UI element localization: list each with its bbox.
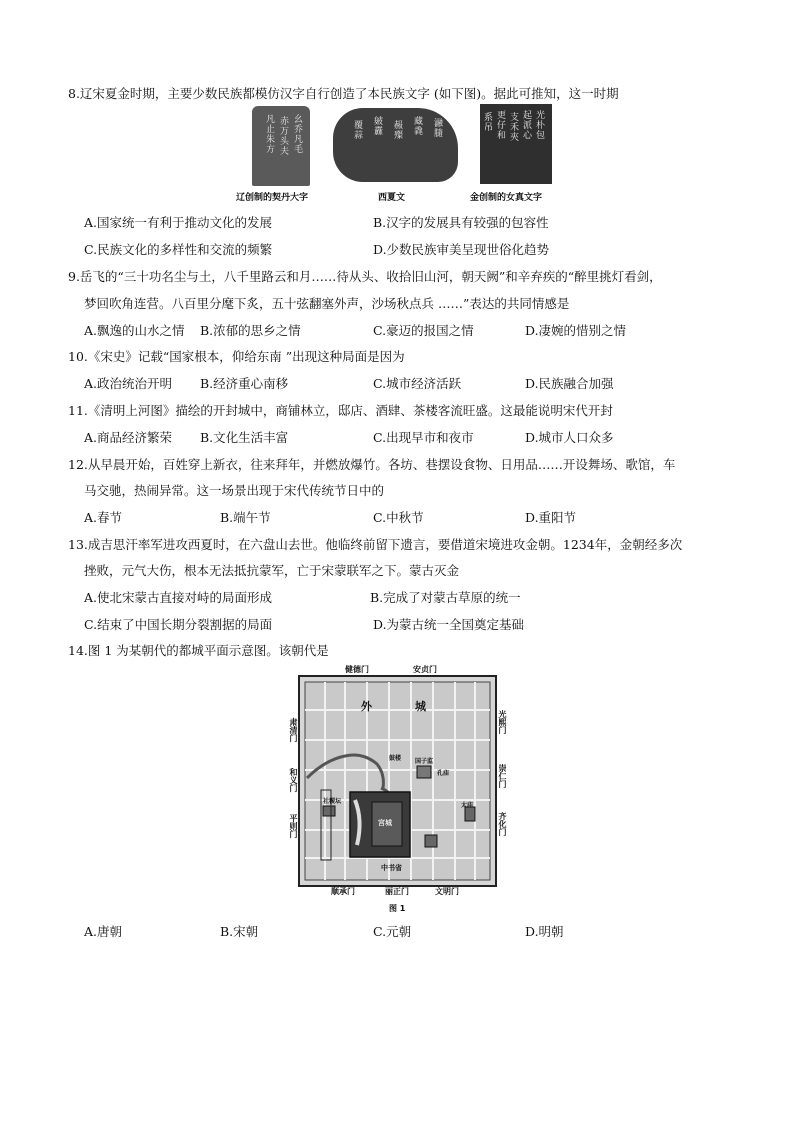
q9-option-c[interactable]: C.豪迈的报国之情 <box>373 323 474 338</box>
gate-qihua: 齐化门 <box>498 812 507 836</box>
map-label-kongmiao: 孔庙 <box>437 770 450 777</box>
q9-option-d[interactable]: D.凄婉的惜别之情 <box>525 323 627 338</box>
q10-option-a[interactable]: A.政治统治开明 <box>84 376 173 391</box>
q8-stem: 8.辽宋夏金时期，主要少数民族都模仿汉字自行创造了本民族文字 (如下图)。据此可推知，这一时期 <box>68 86 619 101</box>
gate-suqing: 肃清门 <box>289 718 298 742</box>
q11-option-a[interactable]: A.商品经济繁荣 <box>84 430 173 445</box>
q12-option-b[interactable]: B.端午节 <box>220 510 271 525</box>
q8-option-a[interactable]: A.国家统一有利于推动文化的发展 <box>84 215 273 230</box>
q8-caption-khitan: 辽创制的契丹大字 <box>236 193 309 203</box>
q11-option-c[interactable]: C.出现早市和夜市 <box>373 430 474 445</box>
q13-option-d[interactable]: D.为蒙古统一全国奠定基础 <box>373 617 525 632</box>
q14-option-a[interactable]: A.唐朝 <box>84 924 123 939</box>
q13-option-b[interactable]: B.完成了对蒙古草原的统一 <box>370 590 521 605</box>
q12-stem-line1: 12.从早晨开始，百姓穿上新衣，往来拜年，并燃放爆竹。各坊、巷摆设食物、日用品……开设舞场、歌馆，车 <box>68 457 676 472</box>
q8-image-jurchen: 光朴包 起派心 支禾夾 更仔和 系吊 <box>480 104 552 184</box>
q10-option-c[interactable]: C.城市经济活跃 <box>373 376 462 391</box>
map-caption: 图 1 <box>389 904 406 913</box>
map-label-gongcheng: 宫城 <box>378 819 392 827</box>
q11-stem: 11.《清明上河图》描绘的开封城中，商铺林立，邸店、酒肆、茶楼客流旺盛。这最能说明宋代开封 <box>68 403 613 418</box>
q11-option-b[interactable]: B.文化生活丰富 <box>200 430 289 445</box>
map-label-guozijian: 国子监 <box>415 758 434 765</box>
q10-option-b[interactable]: B.经济重心南移 <box>200 376 289 391</box>
q10-stem: 10.《宋史》记载“国家根本，仰给东南 ”出现这种局面是因为 <box>68 349 405 364</box>
map-label-zhongshu: 中书省 <box>381 864 402 872</box>
map-label-taimiao: 太庙 <box>461 802 474 809</box>
gate-shuncheng: 顺承门 <box>331 887 355 896</box>
q9-option-b[interactable]: B.浓郁的思乡之情 <box>200 323 301 338</box>
q8-option-b[interactable]: B.汉字的发展具有较强的包容性 <box>373 215 549 230</box>
q12-option-c[interactable]: C.中秋节 <box>373 510 424 525</box>
q13-stem-line2: 挫败，元气大伤，根本无法抵抗蒙军，亡于宋蒙联军之下。蒙古灭金 <box>84 563 460 578</box>
q12-stem-line2: 马交驰，热闹异常。这一场景出现于宋代传统节日中的 <box>84 483 385 498</box>
map-label-gulou: 鼓楼 <box>389 755 402 762</box>
q14-option-d[interactable]: D.明朝 <box>525 924 564 939</box>
gate-chongren: 崇仁门 <box>498 764 507 788</box>
q8-image-tangut: 瀜膸 藏毳 赧殩 皴纛 覆蒜 <box>333 108 458 182</box>
q9-stem-line1: 9.岳飞的“三十功名尘与土，八千里路云和月……待从头、收拾旧山河，朝天阙”和辛弃疾的“醉里挑灯看剑， <box>68 269 662 284</box>
map-label-wai: 外 <box>361 700 372 713</box>
gate-heyi: 和义门 <box>289 768 298 792</box>
q14-stem: 14.图 1 为某朝代的都城平面示意图。该朝代是 <box>68 643 329 658</box>
q12-option-a[interactable]: A.春节 <box>84 510 123 525</box>
q13-stem-line1: 13.成吉思汗率军进攻西夏时，在六盘山去世。他临终前留下遗言，要借道宋境进攻金朝。1234年，金朝经多次 <box>68 537 683 552</box>
gate-anzhen: 安贞门 <box>413 665 437 674</box>
q13-option-a[interactable]: A.使北宋蒙古直接对峙的局面形成 <box>84 590 273 605</box>
q8-option-c[interactable]: C.民族文化的多样性和交流的频繁 <box>84 242 273 257</box>
q8-option-d[interactable]: D.少数民族审美呈现世俗化趋势 <box>373 242 550 257</box>
q10-option-d[interactable]: D.民族融合加强 <box>525 376 614 391</box>
q8-caption-jurchen: 金创制的女真文字 <box>470 193 543 203</box>
gate-wenming: 文明门 <box>435 887 459 896</box>
gate-lizheng: 丽正门 <box>385 887 409 896</box>
q13-option-c[interactable]: C.结束了中国长期分裂割据的局面 <box>84 617 273 632</box>
q9-stem-line2: 梦回吹角连营。八百里分麾下炙，五十弦翻塞外声，沙场秋点兵 ……”表达的共同情感是 <box>84 296 570 311</box>
gate-guangxi: 光熙门 <box>498 710 507 734</box>
q9-option-a[interactable]: A.飘逸的山水之情 <box>84 323 185 338</box>
q14-option-c[interactable]: C.元朝 <box>373 924 412 939</box>
q11-option-d[interactable]: D.城市人口众多 <box>525 430 614 445</box>
q12-option-d[interactable]: D.重阳节 <box>525 510 577 525</box>
q8-caption-tangut: 西夏文 <box>378 193 406 203</box>
gate-jiande: 健德门 <box>345 665 369 674</box>
map-label-cheng: 城 <box>415 700 426 713</box>
map-label-sheji: 社稷坛 <box>323 798 342 805</box>
gate-pingze: 平则门 <box>289 814 298 838</box>
q8-image-khitan: 幺乔凡毛 赤万头夫 凡止朱方 <box>252 106 310 186</box>
capital-city-map <box>285 660 510 900</box>
q14-option-b[interactable]: B.宋朝 <box>220 924 259 939</box>
